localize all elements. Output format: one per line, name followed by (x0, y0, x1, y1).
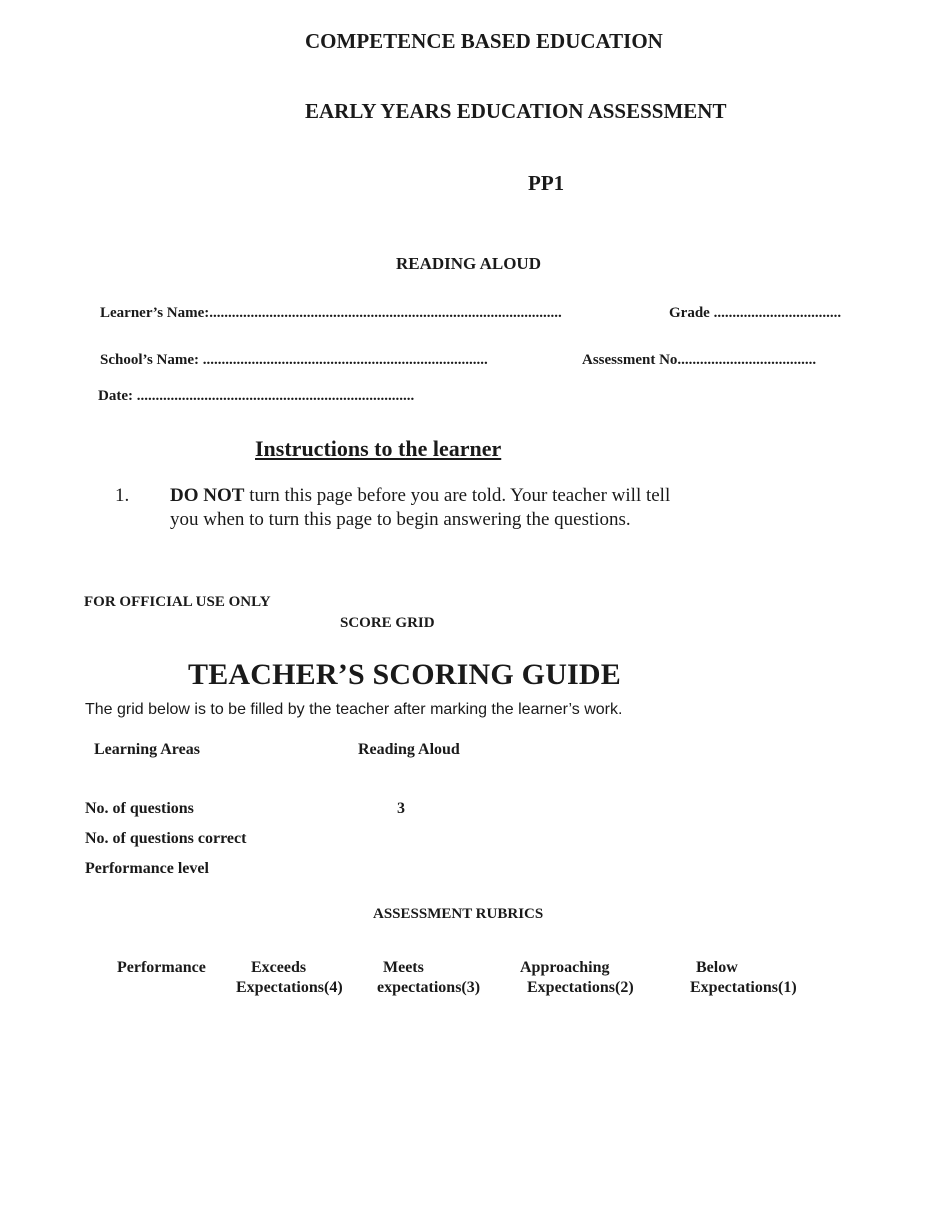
rubric-below-bottom: Expectations(1) (690, 979, 797, 996)
rubric-meets-top: Meets (383, 959, 424, 976)
date-field: Date: .......................................................................... (98, 388, 415, 404)
instruction-text: turn this page before you are told. Your teacher will tell (244, 485, 671, 506)
learning-area-value: Reading Aloud (358, 741, 460, 758)
rubrics-title: ASSESSMENT RUBRICS (373, 906, 544, 922)
assessment-no-field: Assessment No..................................... (582, 352, 817, 368)
learner-name-field: Learner’s Name:.............................................................................................. (100, 305, 562, 321)
instruction-emphasis: DO NOT (170, 485, 245, 506)
instruction-line-1 (170, 485, 670, 507)
performance-level-label: Performance level (85, 860, 209, 877)
header-subtitle: EARLY YEARS EDUCATION ASSESSMENT (305, 99, 727, 123)
scoring-guide-title: TEACHER’S SCORING GUIDE (188, 658, 622, 691)
rubric-approaching-bottom: Expectations(2) (527, 979, 634, 996)
num-questions-label: No. of questions (85, 800, 194, 817)
header-title: COMPETENCE BASED EDUCATION (305, 29, 663, 53)
instruction-line-2: you when to turn this page to begin answering the questions. (170, 509, 631, 530)
subject-title: READING ALOUD (396, 254, 541, 273)
rubric-approaching-top: Approaching (520, 959, 610, 976)
instructions-title: Instructions to the learner (255, 436, 502, 461)
class-level: PP1 (528, 171, 565, 195)
rubric-exceeds-top: Exceeds (251, 959, 307, 976)
rubric-performance-label: Performance (117, 959, 206, 976)
num-correct-label: No. of questions correct (85, 830, 247, 847)
grade-field: Grade .................................. (669, 305, 842, 321)
official-use-label: FOR OFFICIAL USE ONLY (84, 594, 271, 610)
rubric-meets-bottom: expectations(3) (377, 979, 481, 996)
score-grid-label: SCORE GRID (340, 615, 435, 631)
learning-areas-label: Learning Areas (94, 741, 200, 758)
num-questions-value: 3 (397, 800, 405, 817)
scoring-guide-description: The grid below is to be filled by the teacher after marking the learner’s work. (85, 701, 623, 718)
rubric-exceeds-bottom: Expectations(4) (236, 979, 343, 996)
instruction-number: 1. (115, 485, 130, 506)
rubric-below-top: Below (696, 959, 738, 976)
school-name-field: School’s Name: ............................................................................ (100, 352, 488, 368)
